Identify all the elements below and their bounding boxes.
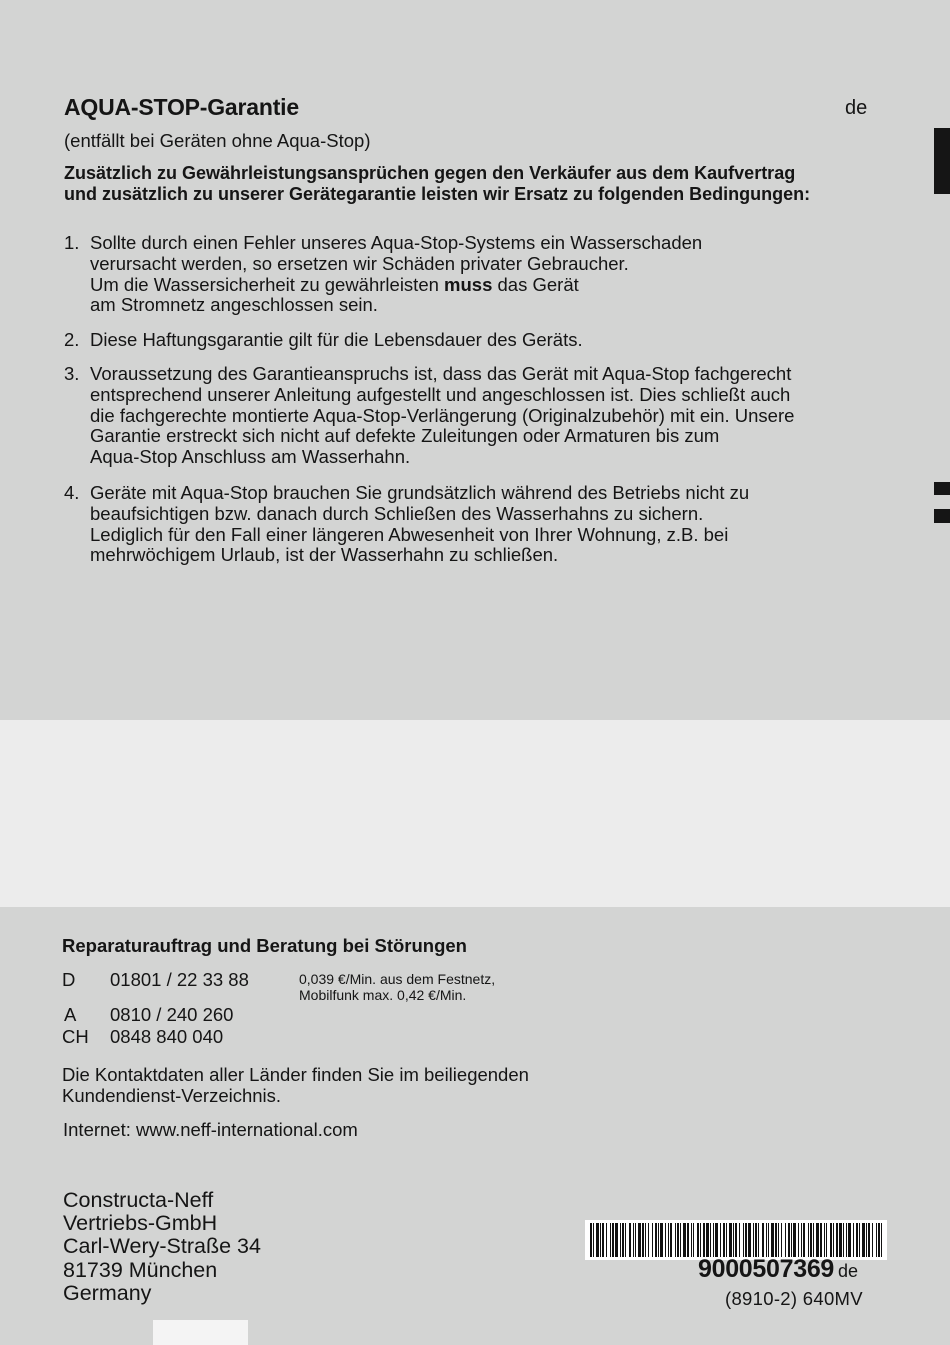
rate-line: Mobilfunk max. 0,42 €/Min. [299, 986, 467, 1003]
barcode-bar [762, 1223, 764, 1257]
barcode-bar [660, 1223, 663, 1257]
barcode-bar [710, 1223, 711, 1257]
barcode-bar [766, 1223, 767, 1257]
barcode-bar [788, 1223, 790, 1257]
barcode-bar [629, 1223, 631, 1257]
item-line: am Stromnetz angeschlossen sein. [90, 294, 378, 316]
barcode-bar [843, 1223, 844, 1257]
contact-country-at: A [64, 1004, 77, 1025]
barcode-bar [856, 1223, 858, 1257]
internet-link[interactable]: Internet: www.neff-international.com [63, 1119, 358, 1140]
light-band [0, 720, 950, 907]
item-text: das Gerät [492, 273, 579, 295]
edge-marker-middle-2 [934, 509, 950, 523]
barcode-bar [596, 1223, 599, 1257]
intro-paragraph [64, 163, 934, 205]
company-address [63, 1189, 261, 1305]
intro-line: Zusätzlich zu Gewährleistungsansprüchen gegen den Verkäufer aus dem Kaufvertrag [64, 163, 796, 183]
item-line: Diese Haftungsgarantie gilt für die Lebensdauer des Geräts. [90, 329, 583, 350]
barcode-bar [753, 1223, 754, 1257]
barcode-bar [723, 1223, 725, 1257]
barcode-bar [826, 1223, 827, 1257]
barcode-bar [743, 1223, 744, 1257]
barcode-bar [665, 1223, 666, 1257]
barcode-bar [748, 1223, 751, 1257]
item-line: Sollte durch einen Fehler unseres Aqua-Stop-Systems ein Wasserschaden [90, 232, 703, 253]
barcode-bar [810, 1223, 812, 1257]
item-line: verursacht werden, so ersetzen wir Schäden privater Gebraucher. [90, 252, 629, 274]
barcode-bar [833, 1223, 834, 1257]
barcode-bar [615, 1223, 618, 1257]
item-number: 4. [64, 482, 80, 503]
item-line: mehrwöchigem Urlaub, ist der Wasserhahn zu schließen. [90, 544, 559, 566]
barcode-bar [848, 1223, 851, 1257]
barcode-bar [793, 1223, 796, 1257]
language-code: de [845, 97, 868, 119]
barcode-bar [739, 1223, 740, 1257]
contact-number-at: 0810 / 240 260 [110, 1004, 234, 1025]
contact-number-de: 01801 / 22 33 88 [110, 969, 249, 990]
barcode-bar [600, 1223, 601, 1257]
barcode-bar [803, 1223, 805, 1257]
barcode-bar [620, 1223, 621, 1257]
barcode-bar [755, 1223, 757, 1257]
barcode-bar [830, 1223, 832, 1257]
barcode-bar [606, 1223, 607, 1257]
barcode-bar [846, 1223, 847, 1257]
contact-number-ch: 0848 840 040 [110, 1026, 224, 1047]
barcode-bar [745, 1223, 747, 1257]
rate-note [299, 972, 495, 1003]
barcode-bar [872, 1223, 873, 1257]
contact-country-ch: CH [62, 1026, 89, 1047]
barcode-bar [642, 1223, 644, 1257]
document-number-row [698, 1255, 858, 1284]
address-line: Carl-Wery-Straße 34 [63, 1234, 261, 1259]
barcode-bar [683, 1223, 686, 1257]
barcode-bar [703, 1223, 705, 1257]
item-line [90, 275, 914, 296]
address-line: 81739 München [63, 1257, 218, 1282]
barcode-bar [652, 1223, 653, 1257]
item-line: Aqua-Stop Anschluss am Wasserhahn. [90, 446, 411, 468]
barcode-bar [655, 1223, 657, 1257]
barcode-bar [697, 1223, 699, 1257]
barcode-bar [836, 1223, 838, 1257]
barcode-bar [798, 1223, 799, 1257]
barcode-bar [668, 1223, 669, 1257]
barcode-bar [625, 1223, 626, 1257]
barcode-bar [876, 1223, 877, 1257]
info-line: Kundendienst-Verzeichnis. [62, 1085, 282, 1106]
item-line: Lediglich für den Fall einer längeren Abwesenheit von Ihrer Wohnung, z.B. bei [90, 523, 729, 545]
item-line: entsprechend unserer Anleitung aufgestellt und angeschlossen ist. Dies schließt auch [90, 383, 791, 405]
barcode-bar [612, 1223, 614, 1257]
item-line: die fachgerechte montierte Aqua-Stop-Verlängerung (Originalzubehör) mit ein. Unsere [90, 404, 795, 426]
barcode-bar [687, 1223, 689, 1257]
condition-item-4 [64, 483, 914, 566]
address-line: Vertriebs-GmbH [63, 1211, 218, 1236]
page-title: AQUA-STOP-Garantie [64, 94, 299, 120]
barcode-bar [706, 1223, 709, 1257]
item-number: 1. [64, 232, 80, 253]
barcode-bar [820, 1223, 822, 1257]
barcode-bar [726, 1223, 727, 1257]
edge-marker-top [934, 128, 950, 194]
barcode [585, 1220, 887, 1260]
barcode-bar [645, 1223, 646, 1257]
info-line: Die Kontaktdaten aller Länder finden Sie im beiliegenden [62, 1064, 529, 1085]
barcode-bar [720, 1223, 721, 1257]
barcode-bar [816, 1223, 819, 1257]
address-line: Germany [63, 1280, 152, 1305]
item-line: Voraussetzung des Garantieanspruchs ist, dass das Gerät mit Aqua-Stop fachgerecht [90, 363, 792, 384]
document-language: de [838, 1261, 859, 1281]
barcode-bar [768, 1223, 769, 1257]
barcode-bar [658, 1223, 659, 1257]
page-subtitle: (entfällt bei Geräten ohne Aqua-Stop) [64, 130, 371, 151]
barcode-bar [758, 1223, 759, 1257]
address-line: Constructa-Neff [63, 1188, 214, 1212]
barcode-bar [610, 1223, 611, 1257]
intro-line: und zusätzlich zu unserer Gerätegarantie leisten wir Ersatz zu folgenden Bedingungen: [64, 184, 811, 204]
barcode-bar [700, 1223, 701, 1257]
document-version: (8910-2) 640MV [725, 1288, 863, 1309]
barcode-bar [775, 1223, 777, 1257]
item-line: beaufsichtigen bzw. danach durch Schließen des Wasserhahns zu sichern. [90, 502, 704, 524]
barcode-bar [878, 1223, 880, 1257]
barcode-bar [648, 1223, 649, 1257]
barcode-bar [735, 1223, 737, 1257]
item-text: Um die Wassersicherheit zu gewährleisten [90, 273, 445, 295]
item-number: 3. [64, 363, 80, 384]
edge-marker-middle-1 [934, 482, 950, 495]
barcode-bar [590, 1223, 592, 1257]
barcode-bar [713, 1223, 714, 1257]
print-strip [153, 1320, 248, 1345]
barcode-bar [638, 1223, 641, 1257]
barcode-bar [881, 1223, 882, 1257]
emphasis-text: muss [444, 273, 493, 295]
contact-info-paragraph [62, 1064, 529, 1106]
barcode-bar [824, 1223, 825, 1257]
barcode-bar [670, 1223, 672, 1257]
barcode-bar [801, 1223, 802, 1257]
barcode-bar [680, 1223, 681, 1257]
barcode-bar [622, 1223, 624, 1257]
barcode-bar [733, 1223, 734, 1257]
barcode-bar [635, 1223, 636, 1257]
barcode-bar [781, 1223, 782, 1257]
barcode-bar [853, 1223, 854, 1257]
item-line: Garantie erstreckt sich nicht auf defekte Zuleitungen oder Armaturen bis zum [90, 425, 720, 447]
condition-item-2 [64, 330, 914, 351]
barcode-bar [593, 1223, 594, 1257]
barcode-bar [866, 1223, 867, 1257]
barcode-bar [715, 1223, 718, 1257]
condition-item-3 [64, 364, 914, 468]
item-line: Geräte mit Aqua-Stop brauchen Sie grundsätzlich während des Betriebs nicht zu [90, 482, 750, 503]
rate-line: 0,039 €/Min. aus dem Festnetz, [299, 971, 496, 987]
item-number: 2. [64, 329, 80, 350]
barcode-bar [868, 1223, 870, 1257]
condition-item-1 [64, 233, 914, 316]
barcode-bar [785, 1223, 786, 1257]
barcode-bar [691, 1223, 692, 1257]
barcode-bar [675, 1223, 676, 1257]
barcode-bar [813, 1223, 814, 1257]
barcode-bar [859, 1223, 860, 1257]
barcode-bar [602, 1223, 604, 1257]
repair-section-title: Reparaturauftrag und Beratung bei Störungen [62, 935, 467, 956]
document-number: 9000507369 [698, 1255, 835, 1283]
barcode-bar [771, 1223, 774, 1257]
barcode-bar [633, 1223, 634, 1257]
barcode-bar [791, 1223, 792, 1257]
barcode-bar [693, 1223, 694, 1257]
barcode-bars [590, 1223, 882, 1257]
barcode-bar [677, 1223, 679, 1257]
barcode-bar [839, 1223, 842, 1257]
barcode-bar [862, 1223, 865, 1257]
contact-country-de: D [62, 969, 76, 990]
barcode-bar [808, 1223, 809, 1257]
barcode-bar [729, 1223, 732, 1257]
barcode-bar [778, 1223, 779, 1257]
